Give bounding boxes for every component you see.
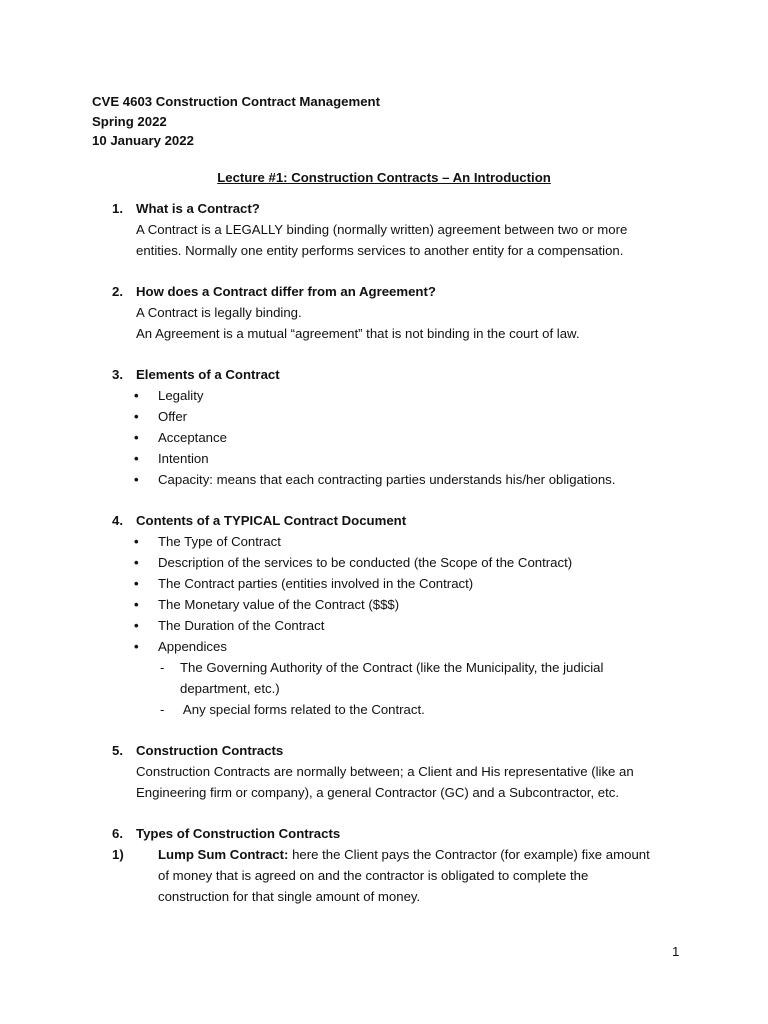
list-item (136, 449, 692, 470)
course-title: CVE 4603 Construction Contract Management (92, 94, 380, 109)
sub-list (158, 658, 692, 721)
section-contents-of-contract (112, 511, 692, 720)
term-description-line: of money that is agreed on and the contractor is obligated to complete the (158, 867, 589, 883)
term-description-line: construction for that single amount of money. (158, 888, 421, 904)
numbered-list (112, 845, 692, 908)
list-item-text: Appendices (158, 638, 227, 654)
list-item (136, 386, 692, 407)
paragraph-line: entities. Normally one entity performs services to another entity for a compensation. (136, 242, 624, 258)
bullet-icon: • (134, 555, 139, 571)
paragraph-line: A Contract is a LEGALLY binding (normally written) agreement between two or more (136, 221, 628, 237)
bullet-icon: • (134, 451, 139, 467)
section-elements-of-contract (112, 365, 692, 490)
lecture-title: Lecture #1: Construction Contracts – An Introduction (217, 170, 551, 185)
list-item-text: The Contract parties (entities involved in the Contract) (158, 576, 474, 592)
paragraph-line: An Agreement is a mutual “agreement” that is not binding in the court of law. (136, 326, 580, 342)
section-number: 2. (112, 284, 123, 300)
list-item-lump-sum (112, 845, 692, 908)
lecture-sections (112, 199, 692, 928)
list-item-text: Intention (158, 451, 209, 467)
list-item-text: The Monetary value of the Contract ($$$) (158, 597, 400, 612)
section-title: What is a Contract? (136, 201, 260, 216)
list-item (136, 595, 692, 616)
item-marker: 1) (112, 847, 124, 863)
course-term: Spring 2022 (92, 113, 167, 129)
bullet-icon: • (134, 409, 139, 425)
bullet-icon: • (134, 534, 139, 550)
section-title: Elements of a Contract (136, 367, 280, 383)
section-title: Types of Construction Contracts (136, 826, 341, 842)
section-number: 4. (112, 513, 123, 529)
list-item-text: The Type of Contract (158, 534, 281, 550)
list-item (136, 637, 692, 721)
term-description: here the Client pays the Contractor (for example) fixe amount (288, 847, 650, 863)
dash-icon: - (160, 701, 165, 717)
list-item (136, 553, 692, 574)
section-types-of-contracts (112, 824, 692, 908)
section-title: How does a Contract differ from an Agreement? (136, 284, 436, 300)
list-item (136, 574, 692, 595)
sub-list-item-text: department, etc.) (180, 680, 280, 696)
sub-list-item-text: Any special forms related to the Contract. (180, 701, 425, 717)
list-item-text: Legality (158, 388, 204, 404)
sub-list-item (158, 658, 692, 700)
section-number: 3. (112, 367, 123, 383)
section-number: 6. (112, 826, 123, 842)
sub-list-item-text: The Governing Authority of the Contract (like the Municipality, the judicial (180, 659, 604, 675)
course-header (92, 92, 380, 151)
bullet-icon: • (134, 471, 139, 487)
list-item-text: Offer (158, 409, 188, 425)
list-item (136, 470, 692, 491)
list-item-text: Acceptance (158, 430, 227, 446)
section-construction-contracts (112, 741, 692, 804)
list-item (136, 616, 692, 637)
bullet-icon: • (134, 388, 139, 404)
section-number: 5. (112, 742, 123, 758)
bullet-icon: • (134, 638, 139, 654)
section-title: Contents of a TYPICAL Contract Document (136, 513, 407, 529)
bullet-list (136, 532, 692, 720)
list-item (136, 532, 692, 553)
list-item (136, 407, 692, 428)
sub-list-item (158, 700, 692, 721)
bullet-icon: • (134, 430, 139, 446)
section-what-is-contract (112, 199, 692, 262)
list-item-text: Description of the services to be conducted (the Scope of the Contract) (158, 555, 573, 571)
bullet-icon: • (134, 576, 139, 592)
list-item-text: The Duration of the Contract (158, 617, 325, 633)
term-label: Lump Sum Contract: (158, 847, 289, 863)
bullet-icon: • (134, 617, 139, 633)
bullet-list (136, 386, 692, 491)
section-contract-vs-agreement (112, 282, 692, 345)
list-item (136, 428, 692, 449)
course-date: 10 January 2022 (92, 133, 194, 148)
page-number: 1 (672, 944, 680, 959)
list-item-text: Capacity: means that each contracting parties understands his/her obligations. (158, 471, 616, 487)
paragraph-line: Construction Contracts are normally between; a Client and His representative (like an (136, 763, 634, 779)
section-number: 1. (112, 201, 123, 216)
paragraph-line: A Contract is legally binding. (136, 305, 302, 321)
dash-icon: - (160, 659, 165, 675)
paragraph-line: Engineering firm or company), a general Contractor (GC) and a Subcontractor, etc. (136, 784, 620, 800)
section-title: Construction Contracts (136, 742, 284, 758)
bullet-icon: • (134, 597, 139, 612)
